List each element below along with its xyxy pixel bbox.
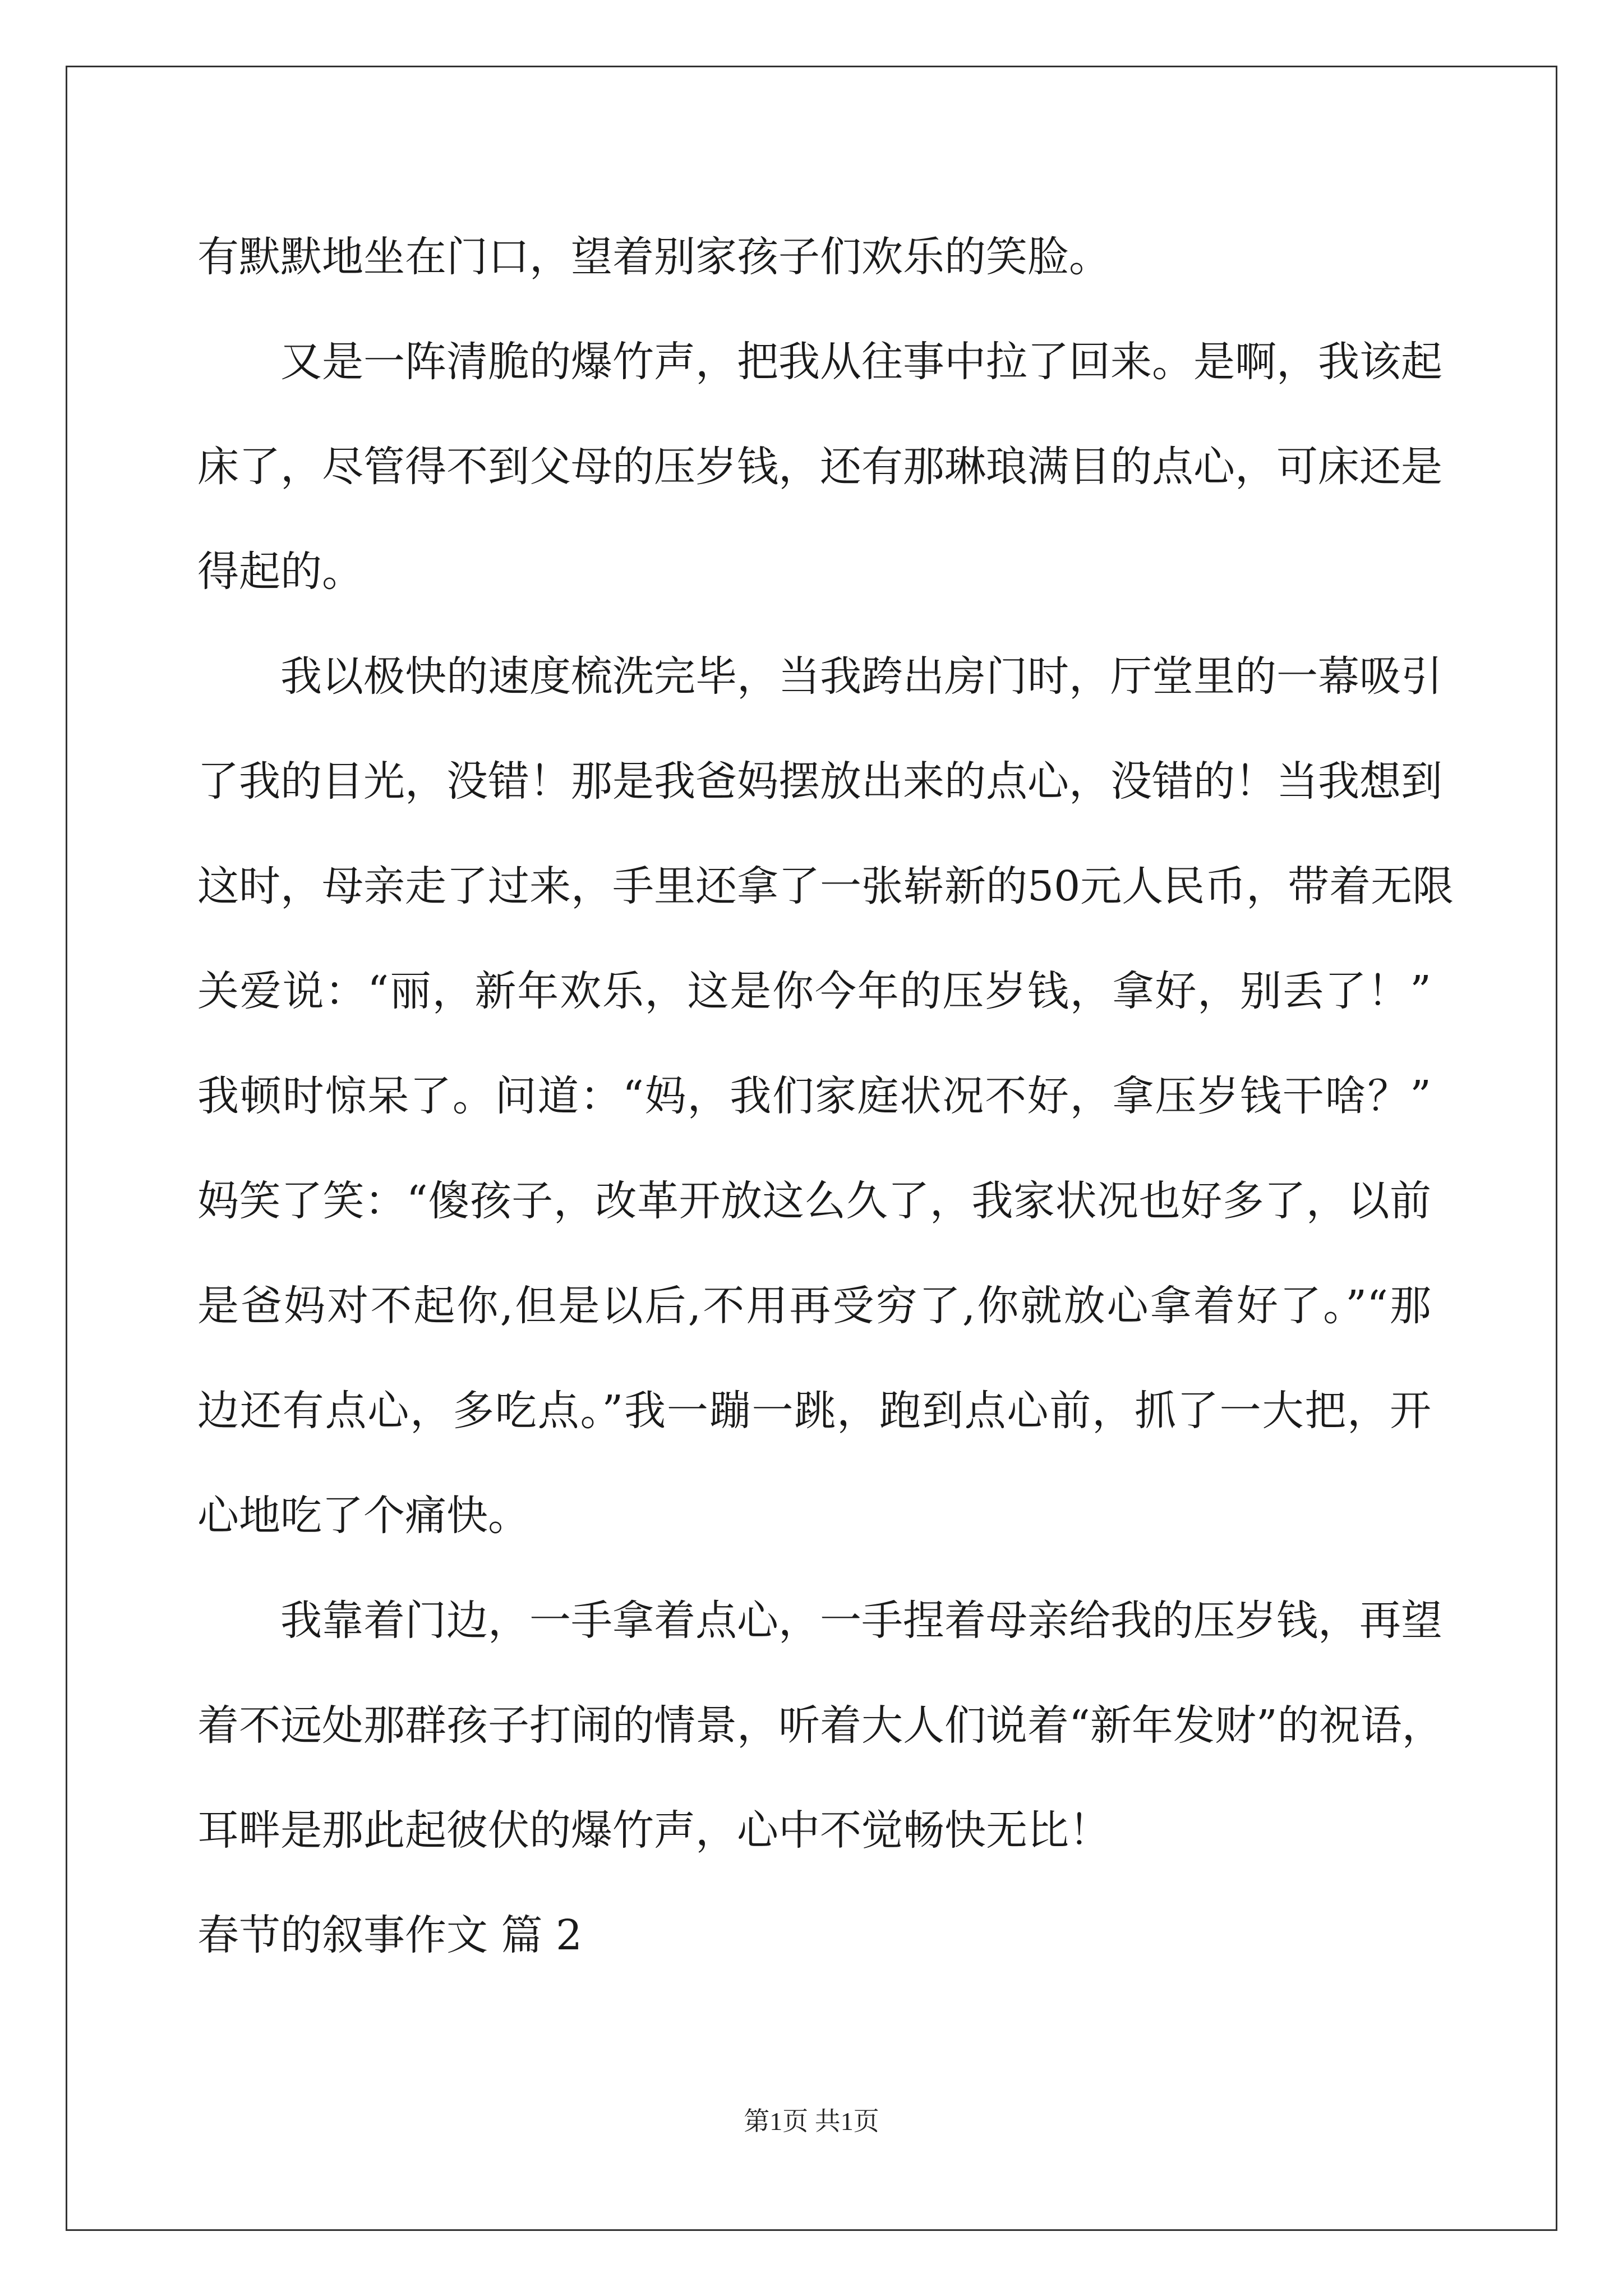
document-body (197, 205, 1454, 1988)
text-line: 我以极快的速度梳洗完毕，当我跨出房门时，厅堂里的一幕吸引 (280, 652, 1442, 701)
section-heading: 春节的叙事作文 篇 2 (197, 1911, 583, 1959)
text-line: 妈笑了笑：“傻孩子，改革开放这么久了，我家状况也好多了，以前 (197, 1177, 1431, 1225)
paragraph (197, 205, 1431, 310)
paragraph (197, 310, 1442, 624)
paragraph (197, 624, 1454, 1568)
text-line: 心地吃了个痛快。 (197, 1492, 529, 1540)
page-footer: 第1页 共1页 (744, 2107, 879, 2136)
text-line: 我靠着门边，一手拿着点心，一手捏着母亲给我的压岁钱，再望 (280, 1596, 1442, 1645)
text-line: 关爱说：“丽，新年欢乐，这是你今年的压岁钱，拿好，别丢了！” (197, 967, 1431, 1015)
text-line: 了我的目光，没错！那是我爸妈摆放出来的点心，没错的！当我想到 (197, 757, 1442, 806)
text-line: 是爸妈对不起你,但是以后,不用再受穷了,你就放心拿着好了。”“那 (197, 1282, 1431, 1330)
text-line: 这时，母亲走了过来，手里还拿了一张崭新的50元人民币，带着无限 (197, 862, 1454, 910)
text-line: 我顿时惊呆了。问道：“妈，我们家庭状况不好，拿压岁钱干啥？” (197, 1072, 1431, 1120)
text-line: 有默默地坐在门口，望着别家孩子们欢乐的笑脸。 (197, 233, 1110, 281)
text-line: 边还有点心，多吃点。”我一蹦一跳，跑到点心前，抓了一大把，开 (197, 1387, 1431, 1435)
text-line: 床了，尽管得不到父母的压岁钱，还有那琳琅满目的点心，可床还是 (197, 443, 1442, 491)
text-line: 着不远处那群孩子打闹的情景，听着大人们说着“新年发财”的祝语， (197, 1701, 1444, 1750)
text-line: 耳畔是那此起彼伏的爆竹声，心中不觉畅快无比！ (197, 1806, 1110, 1855)
text-line: 又是一阵清脆的爆竹声，把我从往事中拉了回来。是啊，我该起 (280, 338, 1442, 386)
paragraph (197, 1568, 1444, 1883)
text-line: 得起的。 (197, 547, 363, 596)
